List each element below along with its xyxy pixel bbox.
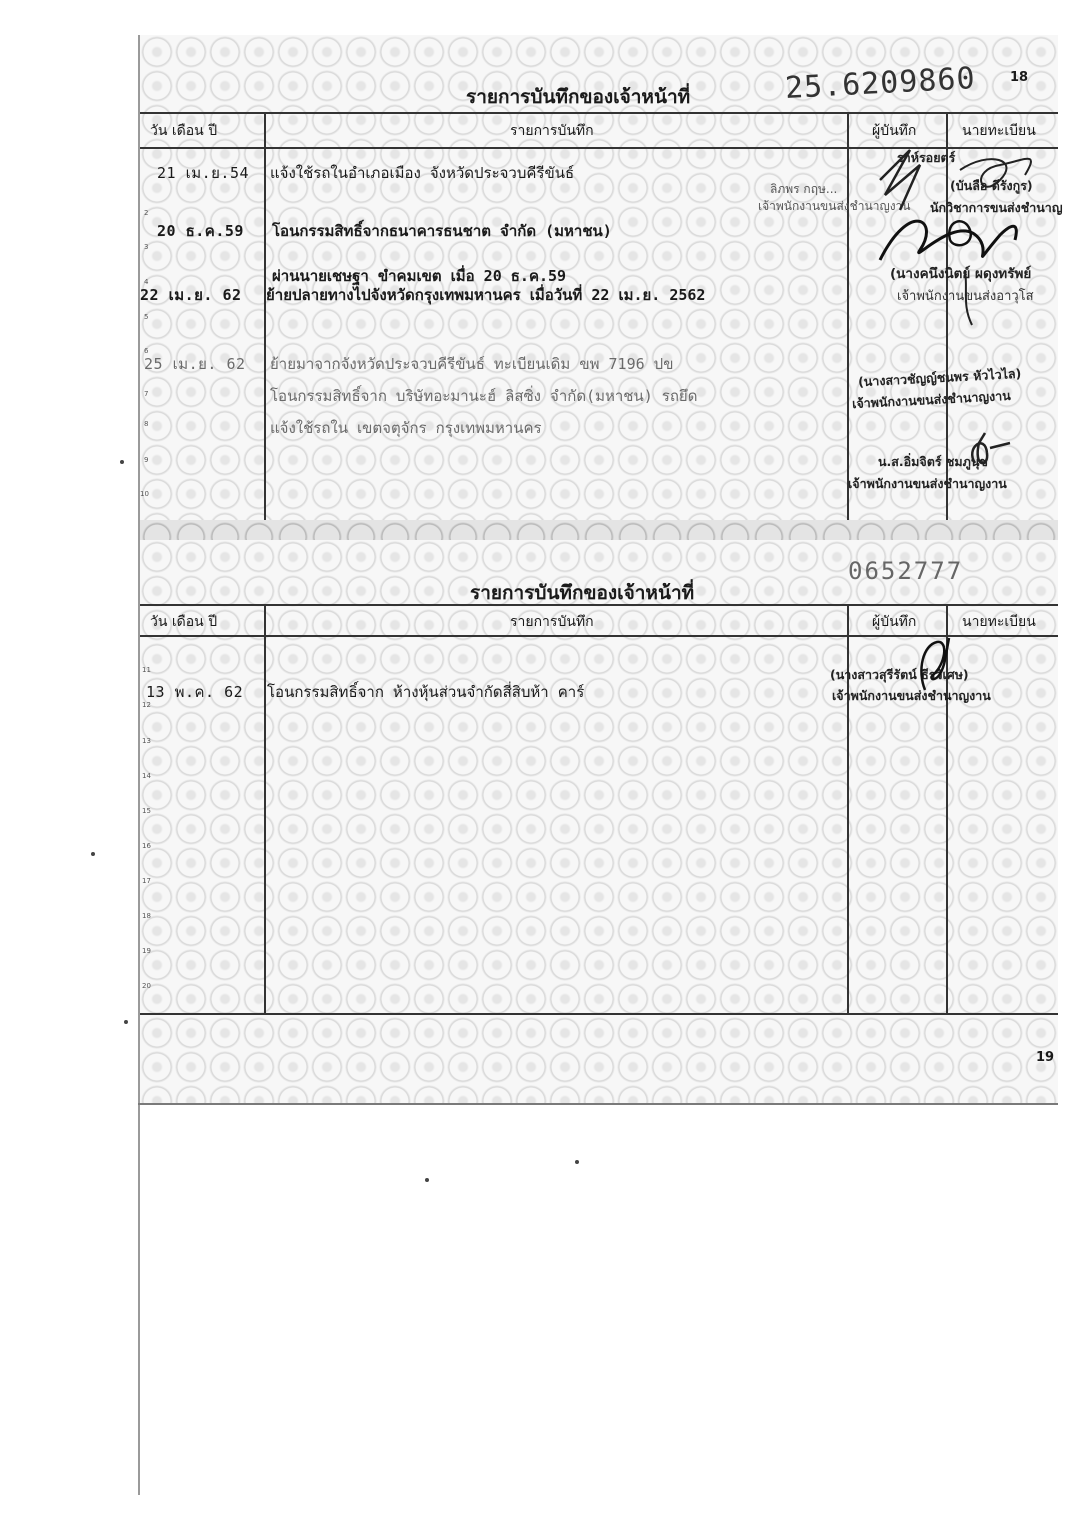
line-number: 20 bbox=[142, 982, 151, 990]
line-number: 3 bbox=[144, 243, 149, 251]
page-bottom-border bbox=[138, 1103, 1058, 1105]
officer-stamp: (นางสาวชัญญ์ชนพร หัวไวไล) bbox=[857, 365, 1022, 390]
registrar-stamp: นักวิชาการขนส่งชำนาญ bbox=[930, 200, 1063, 215]
entry-text: โอนกรรมสิทธิ์จาก ห้างหุ้นส่วนจำกัดสี่สิบห้า คาร์ bbox=[267, 683, 585, 701]
line-number: 6 bbox=[144, 347, 149, 355]
line-number: 5 bbox=[144, 313, 149, 321]
officer-stamp: เจ้าพนักงานขนส่งชำนาญงาน bbox=[758, 199, 911, 213]
column-header-date: วัน เดือน ปี bbox=[150, 123, 218, 139]
table-rule bbox=[140, 604, 1058, 606]
column-divider bbox=[264, 604, 266, 1014]
registrar-stamp: (บันลือ ดีรังกูร) bbox=[950, 178, 1033, 193]
line-number: 19 bbox=[142, 947, 151, 955]
officer-stamp: เจ้าพนักงานขนส่งชำนาญงาน bbox=[851, 387, 1012, 412]
officer-stamp: เจ้าพนักงานขนส่งอาวุโส bbox=[897, 289, 1034, 304]
signature-scribbles bbox=[850, 140, 1063, 340]
form-title: รายการบันทึกของเจ้าหน้าที่ bbox=[466, 86, 691, 108]
officer-stamp: (นางสาวสุรีรัตน์ ธีรวิเศษ) bbox=[830, 667, 969, 682]
line-number: 13 bbox=[142, 737, 151, 745]
line-number: 17 bbox=[142, 877, 151, 885]
scan-speck bbox=[425, 1178, 429, 1182]
column-header-date: วัน เดือน ปี bbox=[150, 614, 218, 630]
scan-speck bbox=[575, 1160, 579, 1164]
line-number: 11 bbox=[142, 666, 151, 674]
page-number: 19 bbox=[1036, 1050, 1055, 1065]
column-divider bbox=[847, 112, 849, 520]
line-number: 2 bbox=[144, 209, 149, 217]
security-pattern bbox=[140, 540, 1058, 1103]
signature-scribbles bbox=[955, 428, 1035, 478]
entry-text: โอนกรรมสิทธิ์จากธนาคารธนชาต จำกัด (มหาชน) bbox=[272, 222, 612, 240]
column-header-registrar: นายทะเบียน bbox=[962, 123, 1036, 139]
officer-record-form-bottom bbox=[140, 540, 1058, 1103]
line-number: 12 bbox=[142, 701, 151, 709]
officer-stamp: เจ้าพนักงานขนส่งชำนาญงาน bbox=[832, 688, 991, 703]
line-number: 15 bbox=[142, 807, 151, 815]
entry-date: 13 พ.ค. 62 bbox=[146, 683, 244, 701]
entry-text: แจ้งใช้รถใน เขตจตุจักร กรุงเทพมหานคร bbox=[270, 419, 542, 437]
line-number: 10 bbox=[140, 490, 149, 498]
entry-date: 25 เม.ย. 62 bbox=[144, 355, 246, 373]
scan-speck bbox=[124, 1020, 128, 1024]
entry-text: ย้ายปลายทางไปจังหวัดกรุงเทพมหานคร เมื่อวันที่ 22 เม.ย. 2562 bbox=[266, 286, 706, 304]
scan-speck bbox=[91, 852, 95, 856]
page-number: 18 bbox=[1010, 70, 1029, 85]
entry-date: 20 ธ.ค.59 bbox=[157, 222, 244, 240]
entry-text: ย้ายมาจากจังหวัดประจวบคีรีขันธ์ ทะเบียนเดิม ขพ 7196 ปข bbox=[270, 355, 674, 373]
line-number: 16 bbox=[142, 842, 151, 850]
line-number: 9 bbox=[144, 456, 149, 464]
entry-date: 21 เม.ย.54 bbox=[157, 164, 250, 182]
handwritten-record-number: 25.6209860 bbox=[784, 61, 977, 106]
line-number: 8 bbox=[144, 420, 149, 428]
officer-stamp: (นางคนึงนิตย์ ผดุงทรัพย์ bbox=[890, 266, 1032, 282]
column-divider bbox=[264, 112, 266, 520]
officer-stamp: ราห์รอยตร์ bbox=[897, 150, 956, 165]
column-header-record: รายการบันทึก bbox=[510, 123, 594, 139]
column-header-recorder: ผู้บันทึก bbox=[872, 123, 917, 139]
table-rule bbox=[140, 1013, 1058, 1015]
signature-scribbles bbox=[905, 630, 965, 700]
officer-stamp: ลิภพร กฤษ... bbox=[770, 182, 838, 196]
line-number: 7 bbox=[144, 390, 149, 398]
officer-stamp: น.ส.อิ่มจิตร์ ชมภูนุช bbox=[878, 454, 988, 469]
column-header-recorder: ผู้บันทึก bbox=[872, 614, 917, 630]
line-number: 18 bbox=[142, 912, 151, 920]
column-header-registrar: นายทะเบียน bbox=[962, 614, 1036, 630]
entry-text: แจ้งใช้รถในอำเภอเมือง จังหวัดประจวบคีรีขันธ์ bbox=[270, 164, 575, 182]
entry-text: โอนกรรมสิทธิ์จาก บริษัทอะมานะฮ์ ลิสซิ่ง จำกัด(มหาชน) รถยึด bbox=[270, 387, 698, 405]
officer-stamp: เจ้าพนักงานขนส่งชำนาญงาน bbox=[848, 476, 1007, 491]
serial-number: 0652777 bbox=[848, 557, 964, 585]
entry-date: 22 เม.ย. 62 bbox=[140, 286, 242, 304]
scan-speck bbox=[120, 460, 124, 464]
line-number: 4 bbox=[144, 278, 149, 286]
entry-text: ผ่านนายเชษฐา ขำคมเขต เมื่อ 20 ธ.ค.59 bbox=[272, 267, 567, 285]
line-number: 14 bbox=[142, 772, 151, 780]
column-header-record: รายการบันทึก bbox=[510, 614, 594, 630]
form-title: รายการบันทึกของเจ้าหน้าที่ bbox=[470, 582, 695, 604]
table-rule bbox=[140, 112, 1058, 114]
